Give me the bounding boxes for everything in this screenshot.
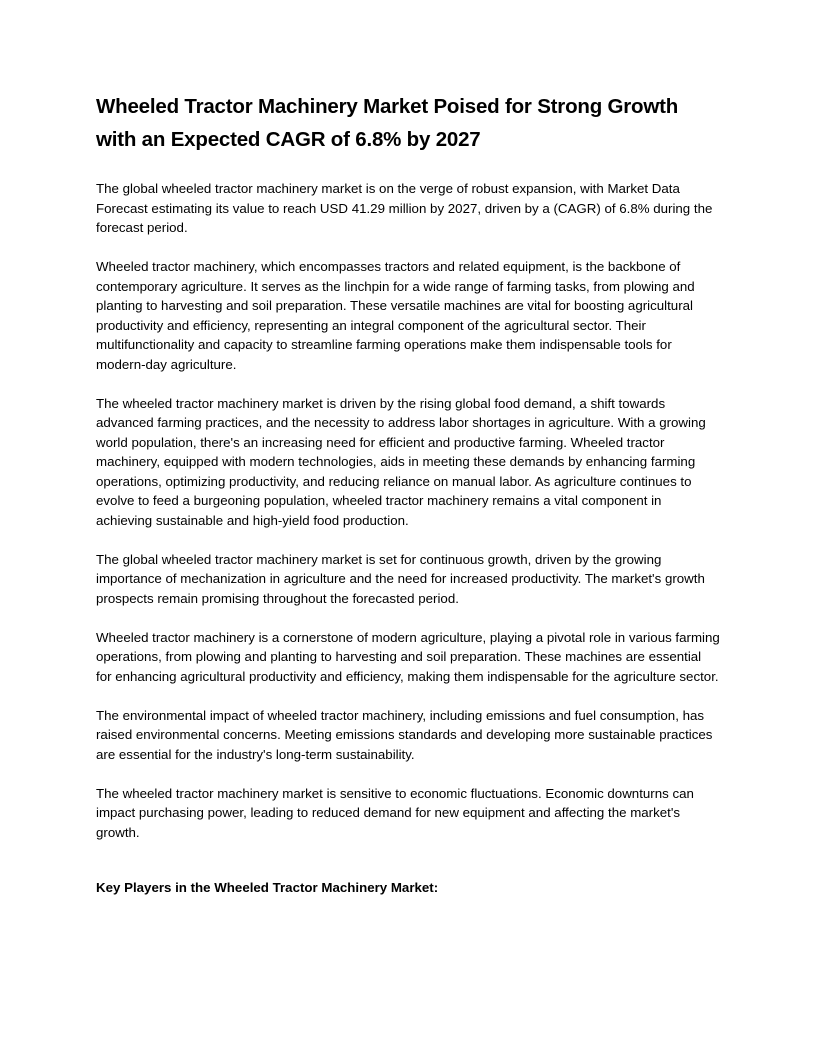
body-paragraph-drivers: The wheeled tractor machinery market is driven by the rising global food demand, a shift towards advanced farming practices, and the necessity to address labor shortages in agriculture. With a growing world population, there's an increasing need for efficient and productive farming. Wheeled tractor machinery, equipped with modern technologies, aids in meeting these demands by enhancing farming operations, optimizing productivity, and reducing reliance on manual labor. As agriculture continues to evolve to feed a burgeoning population, wheeled tractor machinery remains a vital component in achieving sustainable and high-yield food production.: [96, 395, 706, 528]
document-title: [96, 90, 720, 156]
document-title-line-2: with an Expected CAGR of 6.8% by 2027: [96, 128, 481, 151]
body-paragraph-growth: The global wheeled tractor machinery market is set for continuous growth, driven by the growing importance of mechanization in agriculture and the need for increased productivity. The market's growth prospects remain promising throughout the forecasted period.: [96, 551, 705, 606]
document-title-line-1: Wheeled Tractor Machinery Market Poised for Strong Growth: [96, 95, 679, 118]
body-paragraph-overview: Wheeled tractor machinery, which encompasses tractors and related equipment, is the backbone of contemporary agriculture. It serves as the linchpin for a wide range of farming tasks, from plowing and planting to harvesting and soil preparation. These versatile machines are vital for boosting agricultural productivity and efficiency, representing an integral component of the agricultural sector. Their multifunctionality and capacity to streamline farming operations make them indispensable tools for modern-day agriculture.: [96, 259, 695, 372]
body-paragraph-economics: The wheeled tractor machinery market is sensitive to economic fluctuations. Economic downturns can impact purchasing power, leading to reduced demand for new equipment and affecting the market's growth.: [96, 785, 694, 840]
section-heading-key-players: Key Players in the Wheeled Tractor Machinery Market:: [96, 880, 439, 895]
body-paragraph-environment: The environmental impact of wheeled tractor machinery, including emissions and fuel consumption, has raised environmental concerns. Meeting emissions standards and developing more sustainable practices are essential for the industry's long-term sustainability.: [96, 707, 713, 762]
body-paragraph-cornerstone: Wheeled tractor machinery is a cornerstone of modern agriculture, playing a pivotal role in various farming operations, from plowing and planting to harvesting and soil preparation. These machines are essential for enhancing agricultural productivity and efficiency, making them indispensable for the agriculture sector.: [96, 629, 720, 684]
body-paragraph-intro: The global wheeled tractor machinery market is on the verge of robust expansion, with Market Data Forecast estimating its value to reach USD 41.29 million by 2027, driven by a (CAGR) of 6.8% during the forecast period.: [96, 181, 713, 235]
